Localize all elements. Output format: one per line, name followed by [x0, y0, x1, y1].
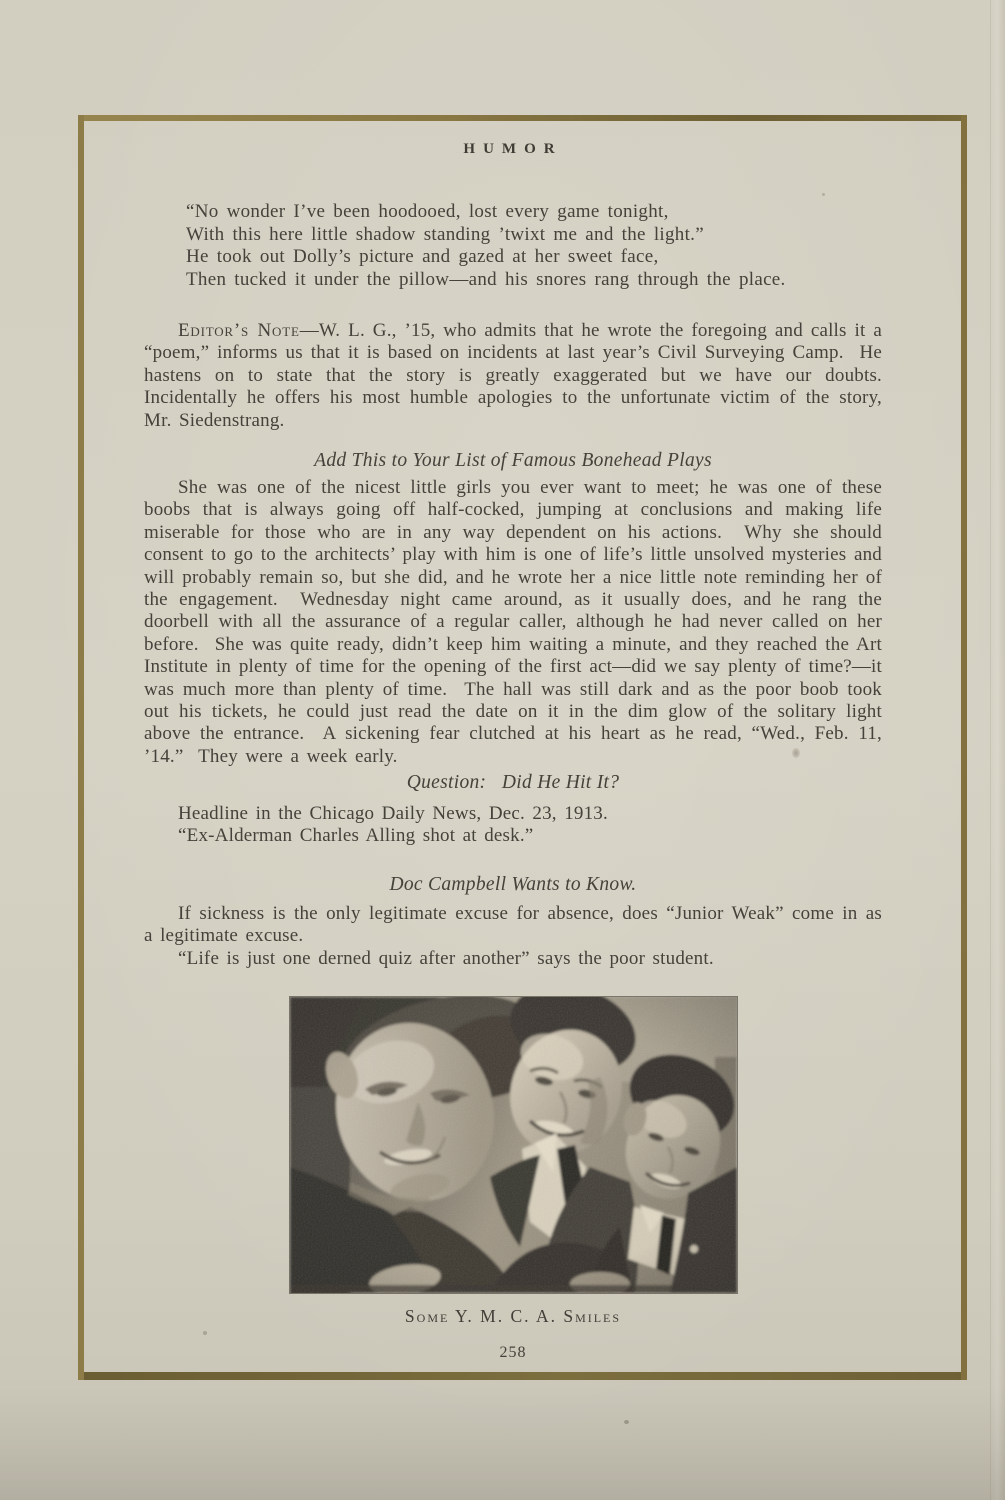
- headline-reference-line: Headline in the Chicago Daily News, Dec. 23, 1913.: [178, 803, 608, 824]
- editors-note-text: —W. L. G., ’15, who admits that he wrote the foregoing and calls it a “poem,” informs us that it is based on incidents at last year’s Civil Surveying Camp. He hastens on to state that the story is greatly exaggerated but we have our doubts. Incidentally he offers his most humble apologies to the unfortunate victim of the story, Mr. Siedenstrang.: [144, 320, 897, 431]
- paragraph: “Life is just one derned quiz after another” says the poor student.: [178, 947, 714, 969]
- subsection-heading-doc-campbell: Doc Campbell Wants to Know.: [389, 874, 637, 895]
- paragraph: If sickness is the only legitimate excuse for absence, does “Junior Weak” come in as a legitimate excuse.: [144, 903, 890, 947]
- scan-speck: [792, 748, 800, 758]
- editors-note: [144, 320, 897, 432]
- editors-note-label: Editor’s Note: [178, 320, 300, 341]
- photo-caption: Some Y. M. C. A. Smiles: [404, 1306, 622, 1326]
- poem-block: [186, 201, 786, 292]
- bonehead-paragraph-block: [144, 477, 890, 768]
- page-border-right: [961, 115, 967, 1380]
- page-border-top: [78, 115, 967, 121]
- subsection-heading-question: Question: Did He Hit It?: [406, 772, 620, 793]
- doc-campbell-paragraph-block: [144, 903, 890, 970]
- poem-line: Then tucked it under the pillow—and his snores rang through the place.: [186, 269, 786, 291]
- editors-note-paragraph: [144, 320, 897, 432]
- poem-line: He took out Dolly’s picture and gazed at her sweet face,: [186, 246, 659, 268]
- page-number: 258: [499, 1344, 527, 1361]
- running-head: HUMOR: [463, 141, 563, 157]
- poem-line: “No wonder I’ve been hoodooed, lost every game tonight,: [186, 201, 669, 222]
- page-border-bottom: [78, 1372, 967, 1380]
- bottom-margin-shade: [0, 1385, 1005, 1500]
- page-border-left: [78, 115, 84, 1380]
- headline-quote-line: “Ex-Alderman Charles Alling shot at desk.”: [178, 825, 534, 847]
- scan-speck: [624, 1420, 629, 1424]
- question-lines-block: [144, 803, 882, 848]
- poem-line: With this here little shadow standing ’twixt me and the light.”: [186, 223, 704, 245]
- scan-speck: [203, 1331, 207, 1335]
- page-edge-shadow: [991, 0, 1005, 1500]
- photo-illustration: [290, 997, 737, 1293]
- subsection-heading-bonehead: Add This to Your List of Famous Bonehead Plays: [314, 450, 712, 471]
- photo-three-smiling-men: [290, 997, 737, 1293]
- scan-speck: [822, 193, 825, 196]
- paragraph: She was one of the nicest little girls you ever want to meet; he was one of these boobs that is always going off half-cocked, jumping at conclusions and making life miserable for those who are in any way dependent on his actions. Why she should consent to go to the architects’ play with him is one of life’s little unsolved mysteries and will probably remain so, but she did, and he wrote her a nice little note reminding her of the engagement. Wednesday night came around, as it usually does, and he rang the doorbell with all the assurance of a regular caller, although he had never called on her before. She was quite ready, didn’t keep him waiting a minute, and they reached the Art Institute in plenty of time for the opening of the first act—did we say plenty of time?—it was much more than plenty of time. The hall was still dark and as the poor boob took out his tickets, he could just read the date on it in the dim glow of the solitary light above the entrance. A sickening fear clutched at his heart as he read, “Wed., Feb. 11, ’14.” They were a week early.: [144, 477, 890, 767]
- page-edge-line: [990, 0, 991, 1500]
